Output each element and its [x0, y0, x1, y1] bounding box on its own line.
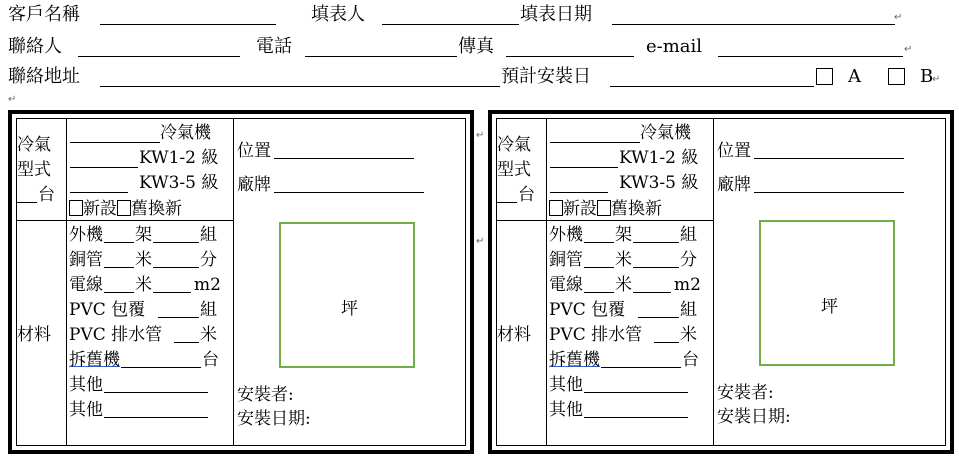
outdoor-unit-field[interactable]: [104, 242, 134, 243]
meter-label: 米: [615, 250, 632, 270]
copper-pipe-label: 銅管: [69, 250, 103, 270]
replace-label: 舊換新: [131, 199, 182, 219]
form-card-right: [488, 110, 954, 454]
pvc-cover-field[interactable]: [158, 317, 199, 318]
unit-label: 台: [202, 350, 219, 370]
minute-label: 分: [200, 250, 217, 270]
area-label: 坪: [821, 297, 838, 317]
fax-field[interactable]: [506, 56, 634, 57]
install-day-label: 安裝日期:: [237, 409, 311, 429]
address-label: 聯絡地址: [8, 66, 80, 87]
brand-field[interactable]: [274, 192, 424, 193]
copper-size-field[interactable]: [633, 267, 679, 268]
other-field-2[interactable]: [584, 417, 688, 418]
address-field[interactable]: [100, 86, 500, 87]
wire-field[interactable]: [584, 292, 614, 293]
replace-checkbox[interactable]: [117, 200, 131, 216]
other-field-1[interactable]: [584, 392, 688, 393]
fax-label: 傳真: [458, 36, 494, 57]
form-card-left: [8, 110, 474, 454]
paragraph-mark: ↵: [476, 236, 485, 247]
ac-unit-label: 台: [38, 185, 55, 205]
outdoor-unit-label: 外機: [69, 225, 103, 245]
phone-label: 電話: [256, 36, 292, 57]
other-field-1[interactable]: [104, 392, 208, 393]
paragraph-mark: ↵: [932, 74, 941, 85]
option-a-label: A: [848, 66, 861, 87]
set-label-2: 組: [200, 300, 217, 320]
filled-by-label: 填表人: [311, 4, 365, 25]
ac-label: 冷氣機: [640, 123, 691, 143]
materials-label: 材料: [497, 325, 531, 345]
phone-field[interactable]: [305, 56, 457, 57]
installer-label: 安裝者:: [237, 385, 294, 405]
install-date-label: 預計安裝日: [501, 66, 591, 87]
position-field[interactable]: [754, 158, 904, 159]
new-install-checkbox[interactable]: [69, 200, 83, 216]
rack-field[interactable]: [633, 242, 679, 243]
m2-label: m2: [194, 275, 221, 295]
pvc-cover-label: PVC 包覆: [549, 300, 626, 320]
customer-name-field[interactable]: [100, 24, 276, 25]
rack-label: 架: [615, 225, 632, 245]
installer-label: 安裝者:: [717, 383, 774, 403]
m2-label: m2: [674, 275, 701, 295]
wire-size-field[interactable]: [633, 292, 671, 293]
area-box: [759, 220, 895, 366]
set-label: 組: [200, 225, 217, 245]
replace-checkbox[interactable]: [597, 200, 611, 216]
new-install-checkbox[interactable]: [549, 200, 563, 216]
ac-model-label-1: 冷氣: [17, 135, 51, 155]
kw35-label: KW3-5 級: [139, 173, 219, 193]
fill-date-field[interactable]: [612, 24, 895, 25]
paragraph-mark: ↵: [894, 12, 903, 23]
pvc-drain-field[interactable]: [654, 342, 679, 343]
pvc-cover-field[interactable]: [638, 317, 679, 318]
copper-pipe-field[interactable]: [104, 267, 134, 268]
ac-model-label-2: 型式: [17, 160, 51, 180]
remove-old-field[interactable]: [601, 367, 681, 368]
outdoor-unit-field[interactable]: [584, 242, 614, 243]
outdoor-unit-label: 外機: [549, 225, 583, 245]
set-label-2: 組: [680, 300, 697, 320]
replace-label: 舊換新: [611, 199, 662, 219]
wire-field[interactable]: [104, 292, 134, 293]
filled-by-field[interactable]: [382, 24, 519, 25]
other-label-2: 其他: [549, 400, 583, 420]
ac-label: 冷氣機: [160, 123, 211, 143]
meter-label-3: 米: [680, 325, 697, 345]
other-label-1: 其他: [69, 375, 103, 395]
wire-label: 電線: [69, 275, 103, 295]
kw12-field[interactable]: [550, 167, 618, 168]
meter-label-2: 米: [615, 275, 632, 295]
new-install-label: 新設: [563, 199, 597, 219]
kw12-label: KW1-2 級: [139, 148, 219, 168]
kw35-field[interactable]: [550, 192, 608, 193]
position-label: 位置: [717, 141, 751, 161]
other-label-1: 其他: [549, 375, 583, 395]
option-a-checkbox[interactable]: [816, 68, 833, 85]
fill-date-label: 填表日期: [520, 4, 592, 25]
ac-unit-label: 台: [518, 185, 535, 205]
ac-model-label-1: 冷氣: [497, 135, 531, 155]
kw12-field[interactable]: [70, 167, 138, 168]
email-field[interactable]: [718, 56, 903, 57]
other-label-2: 其他: [69, 400, 103, 420]
remove-old-label: 拆舊機: [69, 350, 120, 370]
install-date-field[interactable]: [610, 86, 814, 87]
pvc-drain-label: PVC 排水管: [549, 325, 643, 345]
other-field-2[interactable]: [104, 417, 208, 418]
copper-pipe-field[interactable]: [584, 267, 614, 268]
option-b-checkbox[interactable]: [888, 68, 905, 85]
rack-field[interactable]: [153, 242, 199, 243]
remove-old-label: 拆舊機: [549, 350, 600, 370]
pvc-drain-field[interactable]: [174, 342, 199, 343]
copper-size-field[interactable]: [153, 267, 199, 268]
set-label: 組: [680, 225, 697, 245]
kw35-field[interactable]: [70, 192, 128, 193]
area-box: [279, 222, 415, 368]
pvc-cover-label: PVC 包覆: [69, 300, 146, 320]
ac-count-field[interactable]: [497, 202, 517, 203]
materials-label: 材料: [17, 325, 51, 345]
position-label: 位置: [237, 141, 271, 161]
pvc-drain-label: PVC 排水管: [69, 325, 163, 345]
install-type-row: [549, 198, 662, 220]
minute-label: 分: [680, 250, 697, 270]
option-b-label: B: [920, 66, 934, 87]
kw35-label: KW3-5 級: [619, 173, 699, 193]
area-label: 坪: [341, 299, 358, 319]
customer-name-label: 客戶名稱: [8, 4, 80, 25]
brand-label: 廠牌: [237, 175, 271, 195]
new-install-label: 新設: [83, 199, 117, 219]
copper-pipe-label: 銅管: [549, 250, 583, 270]
wire-size-field[interactable]: [153, 292, 191, 293]
brand-field[interactable]: [754, 192, 904, 193]
contact-field[interactable]: [78, 56, 240, 57]
paragraph-mark: ↵: [476, 130, 485, 141]
paragraph-mark: ↵: [904, 44, 913, 55]
ac-model-field[interactable]: [70, 142, 160, 143]
wire-label: 電線: [549, 275, 583, 295]
ac-model-field[interactable]: [550, 142, 640, 143]
rack-label: 架: [135, 225, 152, 245]
brand-label: 廠牌: [717, 175, 751, 195]
install-type-row: [69, 198, 182, 220]
paragraph-mark: ↵: [8, 94, 17, 105]
meter-label-3: 米: [200, 325, 217, 345]
remove-old-field[interactable]: [121, 367, 201, 368]
kw12-label: KW1-2 級: [619, 148, 699, 168]
contact-label: 聯絡人: [8, 36, 62, 57]
ac-model-label-2: 型式: [497, 160, 531, 180]
install-day-label: 安裝日期:: [717, 407, 791, 427]
email-label: e-mail: [646, 36, 703, 57]
position-field[interactable]: [274, 158, 414, 159]
ac-count-field[interactable]: [17, 202, 37, 203]
meter-label-2: 米: [135, 275, 152, 295]
unit-label: 台: [682, 350, 699, 370]
meter-label: 米: [135, 250, 152, 270]
